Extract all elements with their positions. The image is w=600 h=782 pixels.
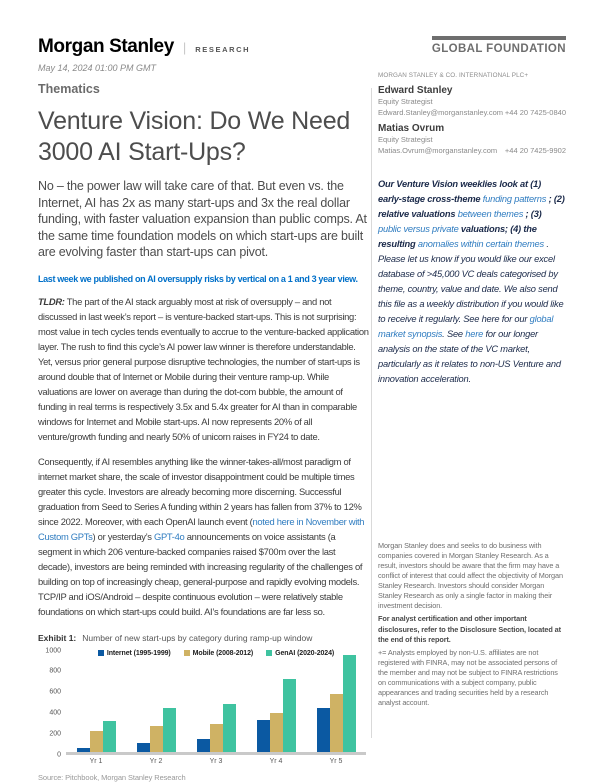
legend-swatch bbox=[98, 650, 104, 656]
bar-group-yr-3 bbox=[197, 704, 236, 751]
chart-plot-area bbox=[66, 651, 366, 755]
x-axis bbox=[66, 755, 366, 765]
text-segment: for our longer analysis on the state of the VC market, particularly as it relates to non-US Venture and innovation acceleration. bbox=[378, 329, 561, 384]
inline-link[interactable]: global market synopsis bbox=[378, 314, 554, 339]
legend-label: Mobile (2008-2012) bbox=[192, 649, 254, 657]
main-column bbox=[38, 36, 370, 782]
publication-date: May 14, 2024 01:00 PM GMT bbox=[38, 63, 157, 73]
morgan-stanley-logo: Morgan Stanley bbox=[38, 36, 174, 57]
x-axis-label: Yr 1 bbox=[89, 757, 103, 765]
bar-mobile-yr-2 bbox=[150, 726, 163, 751]
legend-label: Internet (1995-1999) bbox=[106, 649, 171, 657]
bar-mobile-yr-1 bbox=[90, 731, 103, 752]
bar-genai-yr-1 bbox=[103, 721, 116, 751]
text-segment: ) or yesterday’s bbox=[92, 530, 154, 542]
y-tick-label: 1000 bbox=[45, 647, 61, 654]
y-tick-label: 600 bbox=[49, 688, 61, 696]
text-segment: ; (2) relative valuations bbox=[378, 194, 565, 219]
text-segment: Our Venture Vision weeklies look at (1) early-stage cross-theme bbox=[378, 179, 542, 204]
y-tick-label: 0 bbox=[57, 751, 61, 758]
bar-genai-yr-4 bbox=[283, 679, 296, 752]
y-tick-label: 400 bbox=[49, 709, 61, 717]
section-label: Thematics bbox=[38, 82, 100, 96]
masthead-wrap bbox=[378, 36, 566, 55]
legend-label: GenAI (2020-2024) bbox=[275, 649, 335, 657]
report-title: Venture Vision: Do We Need 3000 AI Start-Ups? bbox=[38, 107, 351, 166]
exhibit-1 bbox=[38, 633, 370, 782]
inline-link[interactable]: funding patterns bbox=[482, 194, 547, 204]
column-divider bbox=[371, 88, 372, 738]
bar-group-yr-2 bbox=[137, 708, 176, 752]
bar-groups bbox=[66, 651, 366, 752]
text-segment: TLDR: bbox=[38, 295, 65, 307]
inline-link[interactable]: public versus private bbox=[378, 224, 459, 234]
bar-genai-yr-2 bbox=[163, 708, 176, 752]
bar-internet-yr-5 bbox=[317, 708, 330, 751]
bar-group-yr-5 bbox=[317, 655, 356, 752]
chart-legend bbox=[66, 650, 366, 657]
body-paragraph-1 bbox=[38, 294, 370, 444]
inline-link[interactable]: anomalies within certain themes bbox=[417, 239, 544, 249]
bar-chart bbox=[38, 647, 368, 765]
bar-genai-yr-5 bbox=[343, 655, 356, 752]
disclosure-paragraph-3: += Analysts employed by non-U.S. affiliates are not registered with FINRA, may not be associated persons of the member and may not be subject to FINRA restrictions on communications with a subject company, public appearances and trading securities held by a research analyst account. bbox=[378, 647, 558, 707]
legend-swatch bbox=[266, 650, 272, 656]
sidebar-abstract bbox=[378, 177, 566, 387]
text-segment: . See bbox=[442, 329, 466, 339]
analyst-block-2 bbox=[378, 123, 566, 155]
disclosure-paragraph-2: For analyst certification and other important disclosures, refer to the Disclosure Section, located at the end of this report. bbox=[378, 614, 561, 644]
analyst-email[interactable]: Edward.Stanley@morganstanley.com bbox=[378, 108, 504, 117]
inline-link[interactable]: here bbox=[465, 329, 484, 339]
y-tick-label: 200 bbox=[49, 730, 61, 738]
text-segment: Consequently, if AI resembles anything like the winner-takes-all/most paradigm of internet market share, the scale of investor disappointment could be multiple times greater this cycle. Investors are already becoming more discerning. Successful graduation from Seed to Series A funding within 2 years has fallen from 37% to 12% since 2022. Moreover, with each OpenAI launch event ( bbox=[38, 455, 362, 527]
exhibit-label: Exhibit 1: bbox=[38, 632, 77, 643]
analyst-role: Equity Strategist bbox=[378, 97, 433, 106]
analyst-email[interactable]: Matias.Ovrum@morganstanley.com bbox=[378, 146, 498, 155]
x-axis-label: Yr 4 bbox=[269, 757, 283, 765]
research-label: RESEARCH bbox=[195, 45, 251, 54]
x-axis-label: Yr 3 bbox=[209, 757, 223, 765]
x-axis-label: Yr 5 bbox=[329, 757, 343, 765]
inline-link[interactable]: GPT-4o bbox=[153, 530, 185, 542]
legend-item bbox=[98, 650, 171, 657]
legend-item bbox=[184, 650, 253, 657]
disclosure-block bbox=[378, 541, 566, 742]
x-axis-label: Yr 2 bbox=[149, 757, 163, 765]
disclosure-paragraph-1: Morgan Stanley does and seeks to do business with companies covered in Morgan Stanley Research. As a result, investors should be aware that the firm may have a conflict of interest that could affect the objectivity of Morgan Stanley Research. Investors should consider Morgan Stanley Research as only a single factor in making their investment decision. bbox=[378, 541, 563, 611]
bar-internet-yr-1 bbox=[77, 748, 90, 751]
analyst-phone: +44 20 7425-0840 bbox=[504, 108, 566, 117]
analyst-phone: +44 20 7425-9902 bbox=[504, 146, 566, 155]
analyst-block-1 bbox=[378, 85, 566, 117]
legend-item bbox=[266, 650, 334, 657]
firm-name: MORGAN STANLEY & CO. INTERNATIONAL PLC+ bbox=[378, 72, 529, 79]
y-tick-label: 800 bbox=[49, 667, 61, 675]
bar-mobile-yr-4 bbox=[270, 713, 283, 751]
y-axis bbox=[38, 647, 66, 758]
bar-internet-yr-4 bbox=[257, 720, 270, 752]
text-segment: ; (3) bbox=[523, 209, 542, 219]
exhibit-title: Number of new start-ups by category during ramp-up window bbox=[82, 632, 313, 643]
bar-internet-yr-3 bbox=[197, 739, 210, 752]
global-foundation-label: GLOBAL FOUNDATION bbox=[432, 36, 566, 55]
brand-separator: | bbox=[182, 40, 187, 55]
bar-internet-yr-2 bbox=[137, 743, 150, 752]
text-segment: . Please let us know if you would like our excel database of >45,000 VC deals categorised by theme, country, value and date. We also send this file as a weekly distribution if you would like to receive it regularly. See here for our bbox=[378, 239, 564, 324]
bar-group-yr-4 bbox=[257, 679, 296, 752]
text-segment: The part of the AI stack arguably most at risk of oversupply – and not discussed in last week’s report – is venture-backed start-ups. This is not surprising: most value in tech cycles tends eventually to accrue to the venture-backed application layer. The rush to find this cycle’s AI power law winner is therefore understandable. Yet, versus prior general purpose disruptive technologies, the number of start-ups is around double that of Internet or Mobile during their venture ramp-up. While valuations are lower on average than during the dot-com bubble, the amount of funding in real terms is respectively 3.5x and 5.4x greater for AI than in comparable windows for Internet and Mobile start-ups. AI now represents 20% of all venture/growth funding and nearly 50% of unicorn raises in FY24 to date. bbox=[38, 295, 369, 442]
text-segment: valuations; (4) the resulting bbox=[378, 224, 537, 249]
text-segment: announcements on voice assistants (a segment in which 206 venture-backed companies raised $700m over the last decade), investors are being reminded with increasing regularity of the challenges of building on top of increasingly cheap, general-purpose and rapidly evolving models. TCP/IP and iOS/Android – despite continuous evolution – were relatively stable foundations on which start-ups could build. AI’s foundations are far less so. bbox=[38, 530, 363, 617]
exhibit-header bbox=[38, 633, 370, 643]
body-paragraph-2 bbox=[38, 454, 370, 619]
analyst-name: Edward Stanley bbox=[378, 85, 453, 96]
chart-source: Source: Pitchbook, Morgan Stanley Research bbox=[38, 772, 186, 782]
bar-mobile-yr-3 bbox=[210, 724, 223, 751]
bar-group-yr-1 bbox=[77, 721, 116, 751]
sidebar bbox=[378, 36, 566, 742]
report-subtitle: No – the power law will take care of that. But even vs. the Internet, AI has 2x as many start-ups and 3x the real dollar funding, with faster valuation expansion than public comps. At the same time foundation models on which start-ups are built are evolving faster than start-ups can pivot. bbox=[38, 179, 367, 259]
lead-paragraph[interactable]: Last week we published on AI oversupply risks by vertical on a 1 and 3 year view. bbox=[38, 273, 358, 284]
legend-swatch bbox=[184, 650, 190, 656]
bar-mobile-yr-5 bbox=[330, 694, 343, 751]
analyst-name: Matias Ovrum bbox=[378, 123, 445, 134]
inline-link[interactable]: noted here in November with Custom GPTs bbox=[38, 515, 365, 542]
header-brand-row bbox=[38, 36, 370, 58]
inline-link[interactable]: between themes bbox=[457, 209, 524, 219]
analyst-role: Equity Strategist bbox=[378, 135, 433, 144]
bar-genai-yr-3 bbox=[223, 704, 236, 751]
